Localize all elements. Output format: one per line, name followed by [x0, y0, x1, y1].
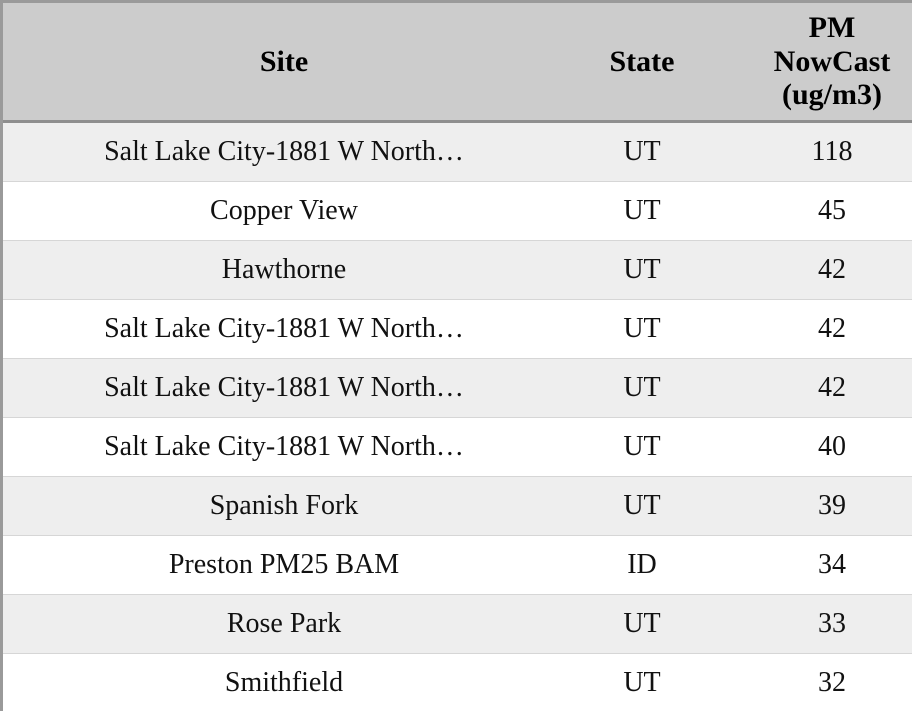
- cell-state: UT: [565, 181, 719, 240]
- table-row[interactable]: [3, 653, 912, 712]
- cell-pm-nowcast: 45: [719, 181, 912, 240]
- cell-state: ID: [565, 535, 719, 594]
- table-row[interactable]: [3, 358, 912, 417]
- air-quality-table: [3, 3, 912, 712]
- column-header-site-line1: Site: [259, 44, 309, 78]
- cell-site: Salt Lake City-1881 W North…: [3, 299, 565, 358]
- cell-state: UT: [565, 299, 719, 358]
- cell-site: Spanish Fork: [3, 476, 565, 535]
- cell-state: UT: [565, 417, 719, 476]
- cell-state: UT: [565, 476, 719, 535]
- cell-state: UT: [623, 666, 661, 698]
- cell-pm-nowcast: 40: [719, 417, 912, 476]
- column-header-site[interactable]: [3, 3, 565, 121]
- column-header-state[interactable]: [565, 3, 719, 121]
- cell-site: Smithfield: [224, 666, 344, 698]
- column-header-pm-nowcast[interactable]: [719, 3, 912, 121]
- cell-site: Preston PM25 BAM: [3, 535, 565, 594]
- cell-state: UT: [565, 240, 719, 299]
- table-row[interactable]: [3, 535, 912, 594]
- table-row[interactable]: [3, 240, 912, 299]
- cell-pm-nowcast: 32: [818, 666, 846, 698]
- cell-site: Salt Lake City-1881 W North…: [3, 358, 565, 417]
- table-row[interactable]: [3, 594, 912, 653]
- cell-pm-nowcast: 42: [719, 240, 912, 299]
- cell-site: Salt Lake City-1881 W North…: [3, 417, 565, 476]
- cell-site: Hawthorne: [3, 240, 565, 299]
- table-body: [3, 121, 912, 712]
- cell-site: Copper View: [3, 181, 565, 240]
- column-header-pm-nowcast-line2: NowCast: [773, 44, 891, 78]
- table-header: [3, 3, 912, 121]
- cell-state: UT: [565, 594, 719, 653]
- cell-site: Salt Lake City-1881 W North…: [3, 121, 565, 181]
- column-header-state-line1: State: [609, 44, 675, 78]
- table-header-row: [3, 3, 912, 121]
- cell-pm-nowcast: 42: [719, 358, 912, 417]
- cell-site: Rose Park: [3, 594, 565, 653]
- cell-pm-nowcast: 42: [719, 299, 912, 358]
- column-header-pm-nowcast-line1: PM: [808, 11, 856, 44]
- table-row[interactable]: [3, 121, 912, 181]
- table-row[interactable]: [3, 417, 912, 476]
- cell-pm-nowcast: 118: [719, 121, 912, 181]
- cell-pm-nowcast: 39: [719, 476, 912, 535]
- table-row[interactable]: [3, 476, 912, 535]
- column-header-pm-nowcast-line3: (ug/m3): [782, 78, 882, 112]
- table-row[interactable]: [3, 181, 912, 240]
- table-row[interactable]: [3, 299, 912, 358]
- cell-state: UT: [565, 121, 719, 181]
- cell-state: UT: [565, 358, 719, 417]
- cell-pm-nowcast: 34: [719, 535, 912, 594]
- cell-pm-nowcast: 33: [719, 594, 912, 653]
